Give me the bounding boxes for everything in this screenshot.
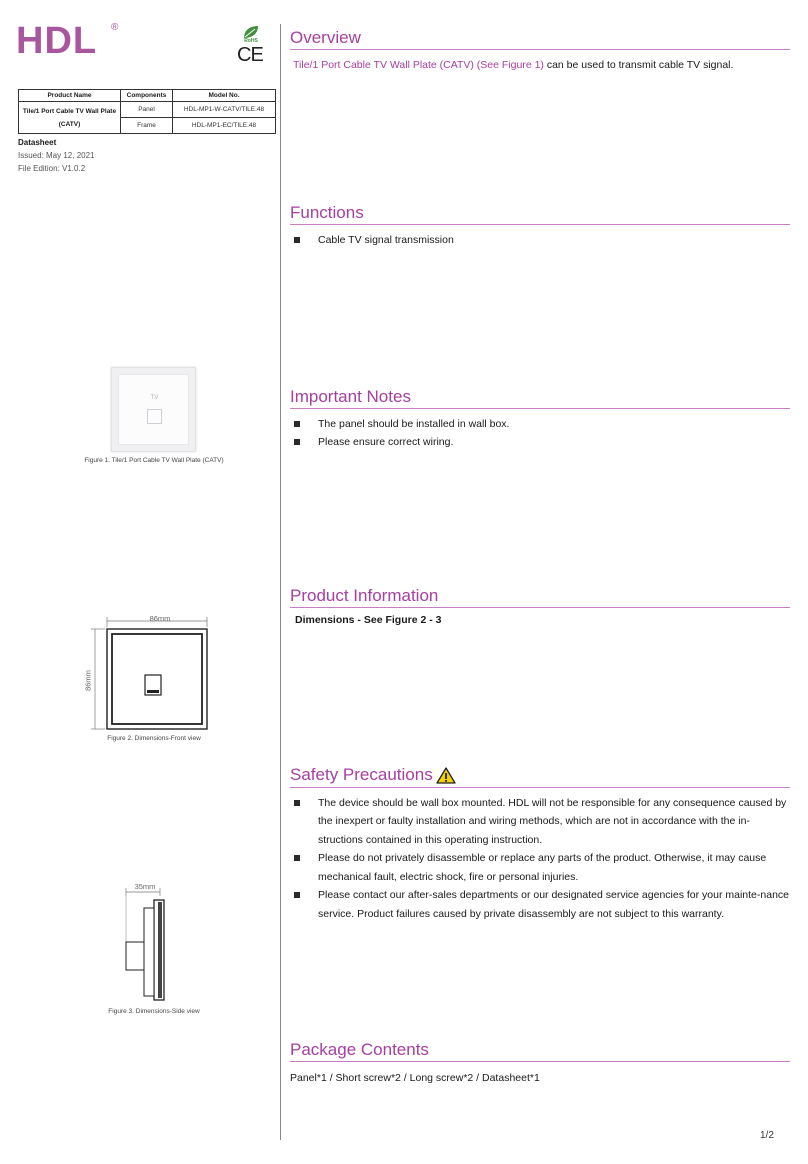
list-item-text: The device should be wall box mounted. HDL will not be responsible for any consequence caused by the inexpert or faulty installation and wiring methods, which are not in accordance with the in-structions contained in this operating instruction. [318,796,787,846]
list-item-text: Please contact our after-sales departments or our designated service agencies for your mainte-nance service. Product failures caused by private disassembly are not subject to this warranty. [318,889,790,920]
safety-heading-text: Safety Precautions [290,765,433,784]
safety-list [290,794,790,924]
overview-description: can be used to transmit cable TV signal. [543,59,734,71]
ce-mark: CE [237,44,263,66]
overview-figure-link[interactable]: Tile/1 Port Cable TV Wall Plate (CATV) (See Figure 1) [293,59,544,71]
bullet-square-icon [294,421,300,427]
overview-heading: Overview [290,28,790,50]
registered-mark: ® [111,22,119,33]
side-view-drawing [118,880,178,1005]
dimensions-subheading: Dimensions - See Figure 2 - 3 [295,614,442,626]
list-item [290,886,790,923]
list-item [290,415,790,433]
component-cell: Panel [121,102,173,118]
list-item [290,849,790,886]
product-table [18,89,276,134]
component-cell: Frame [121,118,173,134]
tv-label: TV [150,395,159,401]
notes-list [290,415,790,451]
model-cell: HDL-MP1-EC/TILE.48 [173,118,276,134]
overview-section [290,28,790,72]
table-header: Product Name [19,90,121,102]
bullet-square-icon [294,800,300,806]
product-information-heading: Product Information [290,586,790,608]
safety-section [290,765,790,923]
list-item-text: The panel should be installed in wall box. [318,418,510,430]
package-heading: Package Contents [290,1040,790,1062]
table-header: Model No. [173,90,276,102]
product-photo [111,367,196,452]
package-section [290,1040,790,1085]
package-contents: Panel*1 / Short screw*2 / Long screw*2 / Datasheet*1 [290,1072,540,1084]
functions-heading: Functions [290,203,790,225]
important-notes-section [290,387,790,451]
list-item [290,433,790,451]
model-cell: HDL-MP1-W-CATV/TILE.48 [173,102,276,118]
functions-list [290,231,790,249]
table-header: Components [121,90,173,102]
doc-type: Datasheet [18,138,57,147]
figure-2-caption: Figure 2. Dimensions-Front view [107,735,201,742]
important-notes-heading: Important Notes [290,387,790,409]
catv-port [147,409,162,424]
bullet-square-icon [294,892,300,898]
list-item [290,231,790,249]
safety-heading [290,765,790,788]
column-divider [280,24,281,1140]
list-item-text: Please ensure correct wiring. [318,436,454,448]
product-name-cell: Tile/1 Port Cable TV Wall Plate (CATV) [19,102,121,134]
height-dimension: 86mm [83,670,93,691]
bullet-square-icon [294,237,300,243]
hdl-logo: HDL [16,20,98,62]
warning-icon [436,767,456,785]
page-number: 1/2 [760,1130,774,1141]
front-view-drawing [80,608,220,738]
width-dimension: 86mm [149,614,171,623]
bullet-square-icon [294,439,300,445]
product-information-section [290,586,790,626]
functions-section [290,203,790,249]
figure-1-caption: Figure 1. Tile/1 Port Cable TV Wall Plate (CATV) [84,457,224,464]
list-item [290,794,790,850]
issued-date: Issued: May 12, 2021 [18,151,95,160]
list-item-text: Please do not privately disassemble or replace any parts of the product. Otherwise, it may cause mechanical fault, electric shock, fire or personal injuries. [318,852,767,883]
table-row [19,102,276,118]
depth-dimension: 35mm [134,882,156,891]
rohs-label: RoHS [244,38,258,44]
list-item-text: Cable TV signal transmission [318,234,454,246]
figure-3-caption: Figure 3. Dimensions-Side view [108,1008,200,1015]
overview-text [290,58,790,72]
file-edition: File Edition: V1.0.2 [18,164,86,173]
bullet-square-icon [294,855,300,861]
